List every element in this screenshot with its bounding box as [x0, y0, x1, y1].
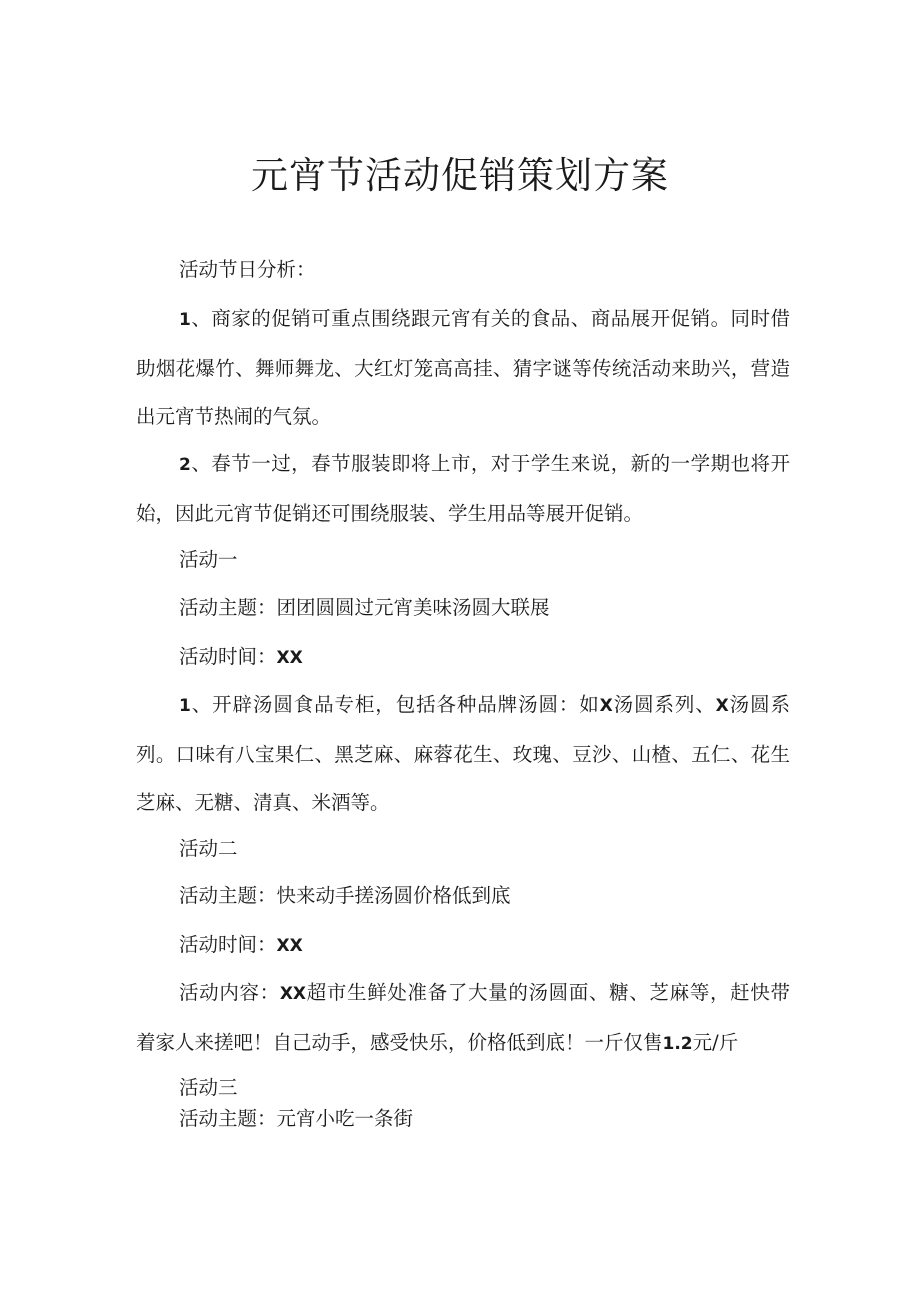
- content-text-a: 超市生鲜处准备了大量的汤圆面、糖、芝麻等，赶快带着家人来搓吧！自己动手，感受快乐，价格低到底！一斤仅售: [136, 981, 790, 1054]
- item-number: 1: [179, 310, 191, 330]
- time-value: XX: [276, 648, 303, 668]
- item-text: 、商家的促销可重点围绕跟元宵有关的食品、商品展开促销。同时借助烟花爆竹、舞师舞龙、大红灯笼高高挂、猜字谜等传统活动来助兴，营造出元宵节热闹的气氛。: [136, 307, 790, 428]
- activity1-item-1: [136, 681, 790, 828]
- activity3-theme: 活动主题：元宵小吃一条街: [179, 1107, 414, 1130]
- brand-x-1: X: [599, 696, 613, 716]
- price-value: 1.2: [662, 1033, 693, 1054]
- activity2-content: [136, 969, 790, 1068]
- time-label: 活动时间：: [179, 645, 277, 668]
- activity3-heading: 活动三: [179, 1076, 238, 1099]
- analysis-item-1: [136, 295, 790, 442]
- item-text: 、春节一过，春节服装即将上市，对于学生来说，新的一学期也将开始，因此元宵节促销还可围绕服装、学生用品等展开促销。: [136, 452, 790, 525]
- item-text-a: 、开辟汤圆食品专柜，包括各种品牌汤圆：如: [190, 693, 600, 716]
- activity2-time: [136, 921, 790, 971]
- time-value: XX: [276, 936, 303, 956]
- activity1-theme: 活动主题：团团圆圆过元宵美味汤圆大联展: [179, 596, 550, 619]
- item-text-c: 汤圆系列。口味有八宝果仁、黑芝麻、麻蓉花生、玫瑰、豆沙、山楂、五仁、花生芝麻、无糖、清真、米酒等。: [136, 693, 790, 814]
- item-number: 1: [179, 696, 191, 716]
- content-label: 活动内容：: [179, 981, 280, 1004]
- activity2-theme: 活动主题：快来动手搓汤圆价格低到底: [179, 884, 511, 907]
- content-xx: XX: [279, 984, 307, 1004]
- analysis-item-2: [136, 440, 790, 538]
- time-label: 活动时间：: [179, 933, 277, 956]
- item-text-b: 汤圆系列、: [612, 693, 716, 716]
- activity1-time: [136, 633, 790, 683]
- activity2-heading: 活动二: [179, 837, 238, 860]
- brand-x-2: X: [715, 696, 729, 716]
- item-number: 2: [179, 455, 191, 475]
- content-text-b: 元/斤: [692, 1030, 739, 1054]
- analysis-heading: 活动节日分析：: [179, 258, 316, 281]
- activity1-heading: 活动一: [179, 548, 238, 571]
- document-title: 元宵节活动促销策划方案: [251, 154, 669, 197]
